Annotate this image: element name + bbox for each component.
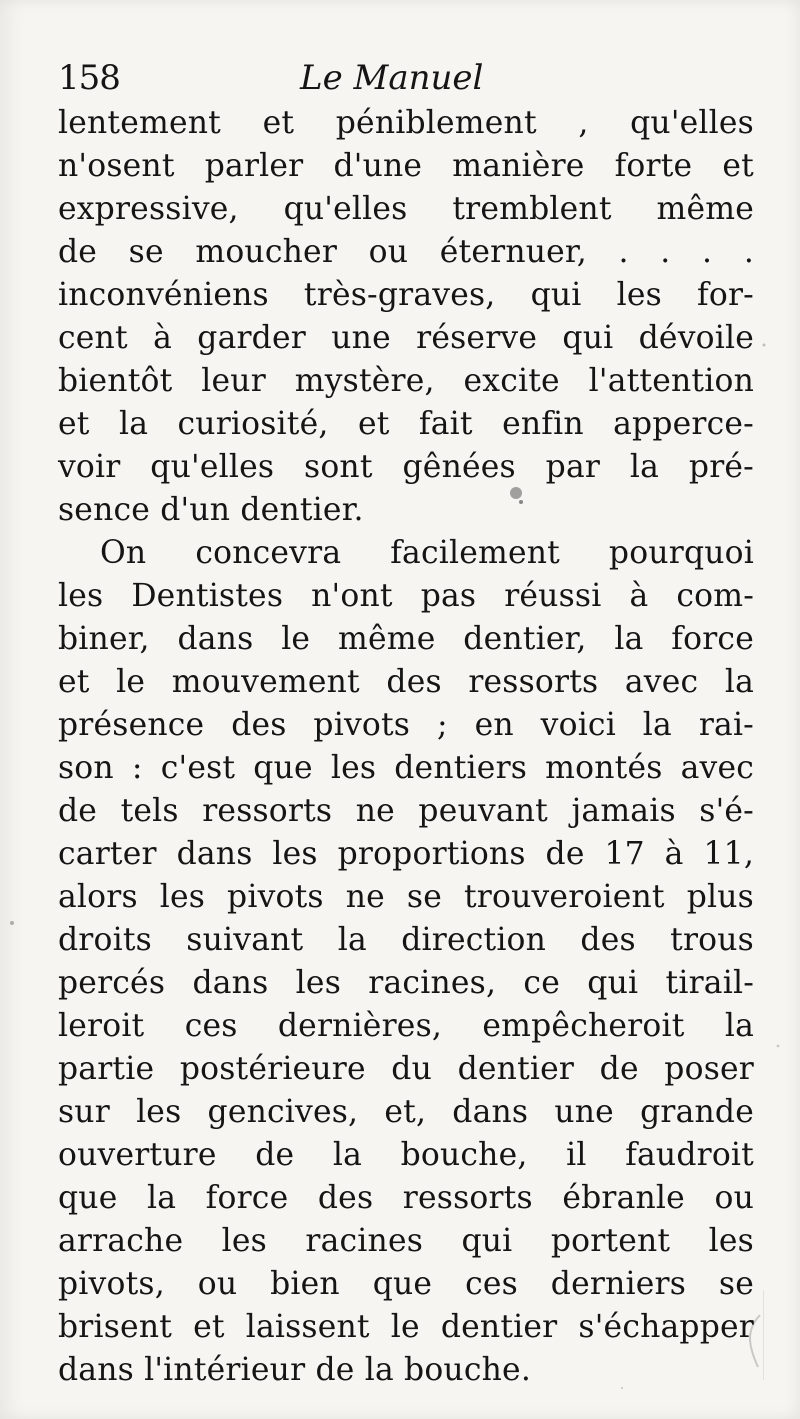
text-line: sur les gencives, et, dans une grande (58, 1094, 754, 1130)
text-line: cent à garder une réserve qui dévoile (58, 320, 754, 356)
text-line: que la force des ressorts ébranle ou (58, 1180, 754, 1216)
text-line: sence d'un dentier. (58, 492, 364, 528)
text-line: les Dentistes n'ont pas réussi à com- (58, 578, 754, 614)
text-line: lentement et péniblement , qu'elles (58, 105, 754, 141)
text-line: alors les pivots ne se trouveroient plus (58, 879, 754, 915)
running-head (58, 58, 754, 102)
text-line: et la curiosité, et fait enfin apperce- (58, 406, 754, 442)
running-title: Le Manuel (300, 58, 484, 98)
text-line: brisent et laissent le dentier s'échapper (58, 1309, 754, 1345)
text-line: biner, dans le même dentier, la force (58, 621, 754, 657)
text-line: de se moucher ou éternuer, . . . . (58, 234, 754, 270)
text-line: partie postérieure du dentier de poser (58, 1051, 754, 1087)
text-line: présence des pivots ; en voici la rai- (58, 707, 754, 743)
page-edge-mark (763, 1290, 796, 1380)
text-line: et le mouvement des ressorts avec la (58, 664, 754, 700)
text-line: son : c'est que les dentiers montés avec (58, 750, 754, 786)
text-line: percés dans les racines, ce qui tirail- (58, 965, 754, 1001)
text-line: de tels ressorts ne peuvant jamais s'é- (58, 793, 754, 829)
text-line: carter dans les proportions de 17 à 11, (58, 836, 754, 872)
text-line: expressive, qu'elles tremblent même (58, 191, 754, 227)
text-line: bientôt leur mystère, excite l'attention (58, 363, 754, 399)
text-line: leroit ces dernières, empêcheroit la (58, 1008, 754, 1044)
paragraph-1 (58, 102, 754, 532)
page-number: 158 (58, 58, 120, 98)
text-line: droits suivant la direction des trous (58, 922, 754, 958)
text-line: dans l'intérieur de la bouche. (58, 1352, 531, 1388)
text-line: ouverture de la bouche, il faudroit (58, 1137, 754, 1173)
text-line: On concevra facilement pourquoi (100, 535, 754, 571)
text-line: pivots, ou bien que ces derniers se (58, 1266, 754, 1302)
text-line: n'osent parler d'une manière forte et (58, 148, 754, 184)
paragraph-2 (58, 532, 754, 1392)
text-line: arrache les racines qui portent les (58, 1223, 754, 1259)
text-line: voir qu'elles sont gênées par la pré- (58, 449, 754, 485)
page-body (58, 102, 754, 1392)
text-line: inconvéniens très-graves, qui les for- (58, 277, 754, 313)
